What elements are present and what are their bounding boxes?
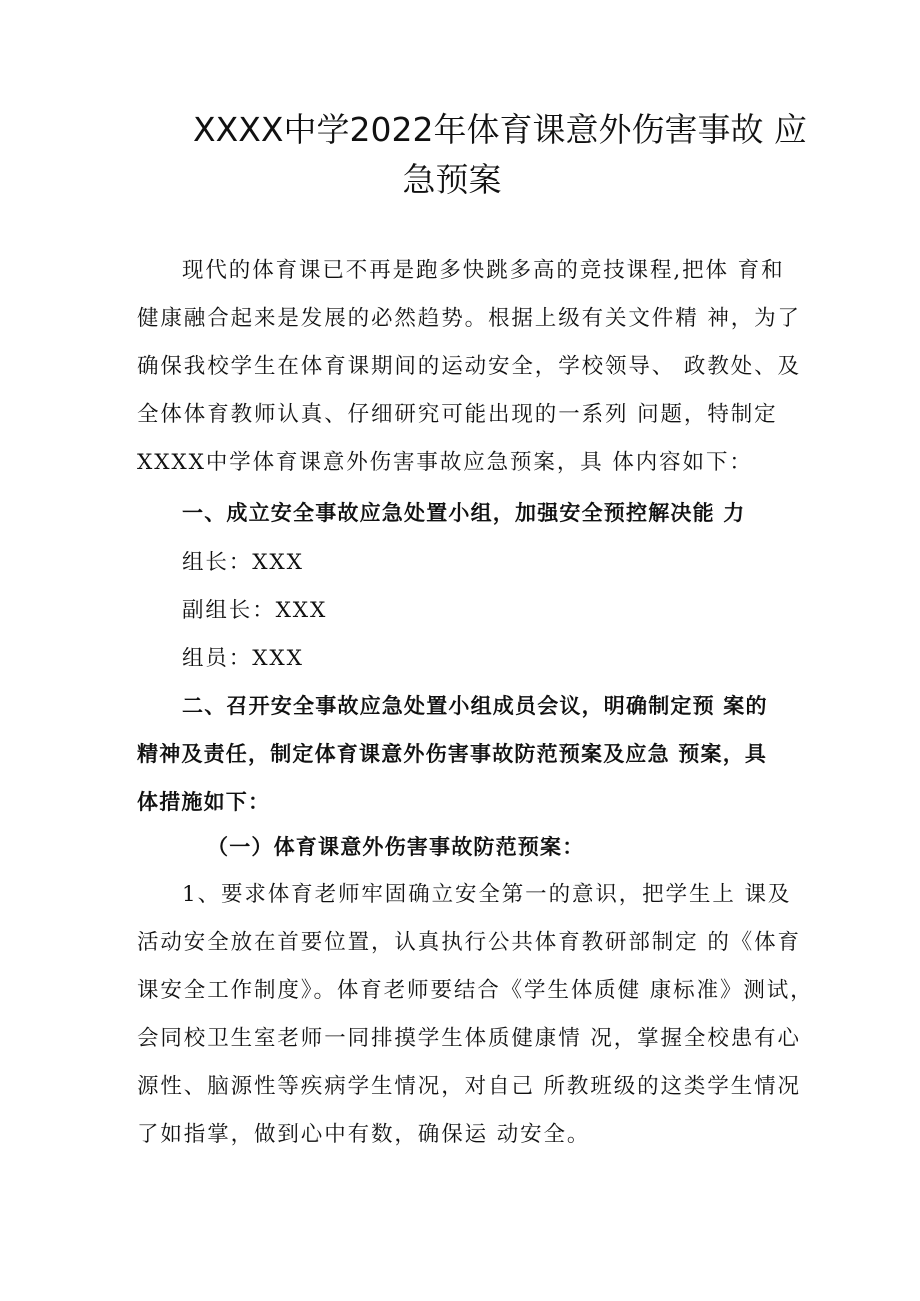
- member-deputy-leader: 副组长：XXX: [182, 598, 328, 623]
- intro-line: 健康融合起来是发展的必然趋势。根据上级有关文件精 神，为了: [137, 306, 801, 331]
- item-1-line: 课安全工作制度》。体育老师要结合《学生体质健 康标准》测试，: [137, 978, 814, 1003]
- subsection-1-heading: （一）体育课意外伤害事故防范预案：: [207, 835, 585, 859]
- intro-line: 全体体育教师认真、仔细研究可能出现的一系列 问题，特制定: [137, 402, 778, 427]
- item-1-line: 了如指掌，做到心中有数，确保运 动安全。: [137, 1122, 591, 1147]
- title-line-2: 急预案: [402, 160, 502, 199]
- intro-line: 现代的体育课已不再是跑多快跳多高的竞技课程,把体 育和: [182, 258, 785, 283]
- item-1-line: 源性、脑源性等疾病学生情况，对自己 所教班级的这类学生情况: [137, 1074, 801, 1099]
- item-1-line: 1、要求体育老师牢固确立安全第一的意识，把学生上 课及: [182, 882, 792, 907]
- section-2-line: 精神及责任，制定体育课意外伤害事故防范预案及应急 预案，具: [137, 742, 768, 766]
- title-line-1: XXXX中学2022年体育课意外伤害事故 应: [193, 110, 807, 149]
- section-2-line: 体措施如下：: [137, 790, 271, 814]
- member-leader: 组长：XXX: [182, 550, 304, 575]
- member-members: 组员：XXX: [182, 646, 304, 671]
- intro-line: XXXX中学体育课意外伤害事故应急预案，具 体内容如下：: [137, 450, 753, 475]
- item-1-line: 活动安全放在首要位置，认真执行公共体育教研部制定 的《体育: [137, 930, 801, 955]
- section-2-line: 二、召开安全事故应急处置小组成员会议，明确制定预 案的: [182, 694, 768, 718]
- item-1-line: 会同校卫生室老师一同排摸学生体质健康情 况，掌握全校患有心: [137, 1026, 801, 1051]
- section-1-heading: 一、成立安全事故应急处置小组，加强安全预控解决能 力: [182, 501, 746, 525]
- intro-line: 确保我校学生在体育课期间的运动安全，学校领导、 政教处、及: [137, 354, 801, 379]
